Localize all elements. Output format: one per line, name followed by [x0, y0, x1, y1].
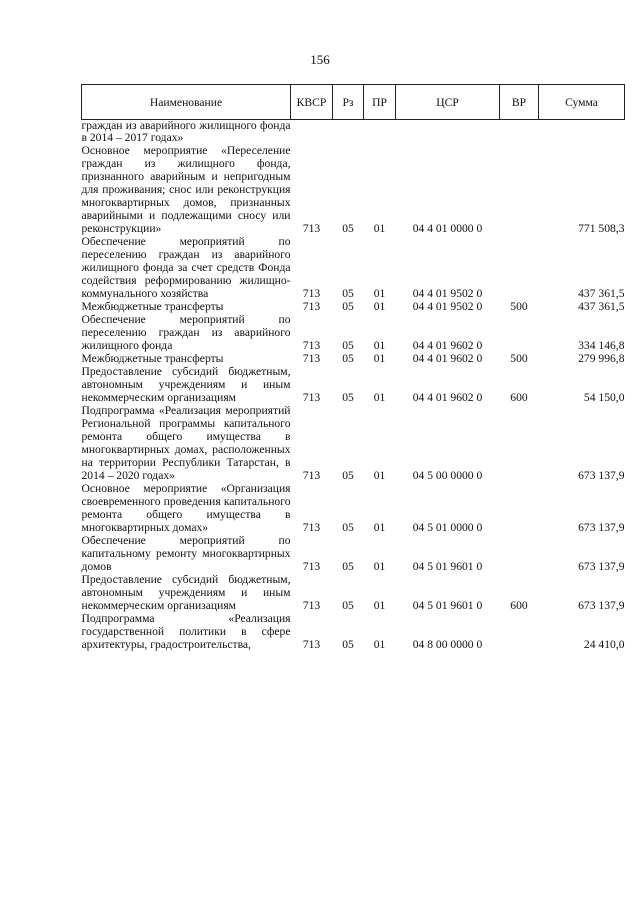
- row-pr: 01: [373, 638, 386, 651]
- row-rz: 05: [342, 287, 354, 300]
- row-name: Подпрограмма «Реализация мероприятий Региональной программы капитального ремонта общего имущества в многоквартирных домах, расположенных на территории Республики Татарстан, в 2014 – 2020 годах»: [81, 404, 291, 482]
- row-name: Подпрограмма «Реализация государственной политики в сфере архитектуры, градостроительства,: [81, 612, 291, 651]
- row-pr: 01: [373, 339, 386, 352]
- row-vr: [500, 120, 539, 145]
- row-csr: 04 4 01 0000 0: [412, 222, 483, 235]
- row-vr: [500, 235, 539, 300]
- row-pr: 01: [373, 521, 386, 534]
- row-kvsr: 713: [302, 300, 321, 313]
- row-csr: [396, 120, 500, 145]
- row-sum: 673 137,9: [578, 599, 625, 612]
- row-vr: [500, 612, 539, 651]
- row-name: Предоставление субсидий бюджетным, автономным учреждениям и иным некоммерческим организациям: [81, 573, 291, 612]
- header-rz: Рз: [333, 85, 364, 120]
- table-row: [82, 573, 625, 612]
- row-name: Основное мероприятие «Организация своевременного проведения капитального ремонта общего имущества в многоквартирных домах»: [81, 482, 291, 534]
- row-pr: 01: [373, 287, 386, 300]
- row-pr: 01: [373, 391, 386, 404]
- row-sum: 334 146,8: [578, 339, 625, 352]
- row-rz: 05: [342, 521, 354, 534]
- row-name: Обеспечение мероприятий по переселению граждан из аварийного жилищного фонда: [81, 313, 291, 352]
- row-rz: 05: [342, 560, 354, 573]
- row-csr: 04 5 01 0000 0: [412, 521, 483, 534]
- row-rz: [333, 120, 364, 145]
- table-row: [82, 352, 625, 365]
- row-pr: [364, 120, 396, 145]
- row-kvsr: 713: [302, 222, 321, 235]
- table-row: [82, 534, 625, 573]
- row-rz: 05: [342, 469, 354, 482]
- row-rz: 05: [342, 300, 354, 313]
- table-row: [82, 404, 625, 482]
- page-number: 156: [310, 52, 330, 67]
- header-name: Наименование: [82, 85, 291, 120]
- row-vr: 600: [510, 599, 528, 612]
- row-pr: 01: [373, 352, 386, 365]
- header-kvsr: КВСР: [291, 85, 333, 120]
- table-row: [82, 612, 625, 651]
- row-csr: 04 4 01 9602 0: [412, 339, 483, 352]
- row-sum: 24 410,0: [583, 638, 625, 651]
- row-kvsr: 713: [302, 469, 321, 482]
- row-rz: 05: [342, 352, 354, 365]
- row-csr: 04 5 01 9601 0: [412, 560, 483, 573]
- row-kvsr: 713: [302, 560, 321, 573]
- row-name: Межбюджетные трансферты: [81, 300, 224, 313]
- row-kvsr: [291, 120, 333, 145]
- row-rz: 05: [342, 339, 354, 352]
- header-vr: ВР: [500, 85, 539, 120]
- row-kvsr: 713: [302, 339, 321, 352]
- row-csr: 04 4 01 9602 0: [412, 352, 483, 365]
- row-csr: 04 4 01 9502 0: [412, 287, 483, 300]
- table-row: [82, 144, 625, 235]
- row-vr: [500, 482, 539, 534]
- row-csr: 04 5 00 0000 0: [412, 469, 483, 482]
- table-row: [82, 482, 625, 534]
- row-rz: 05: [342, 599, 354, 612]
- header-csr: ЦСР: [396, 85, 500, 120]
- row-name: Предоставление субсидий бюджетным, автономным учреждениям и иным некоммерческим организациям: [81, 365, 291, 404]
- row-csr: 04 4 01 9502 0: [412, 300, 483, 313]
- row-rz: 05: [342, 638, 354, 651]
- row-pr: 01: [373, 222, 386, 235]
- row-vr: 500: [510, 300, 528, 313]
- header-pr: ПР: [364, 85, 396, 120]
- row-vr: [500, 534, 539, 573]
- row-kvsr: 713: [302, 391, 321, 404]
- header-sum: Сумма: [539, 85, 625, 120]
- row-name: Основное мероприятие «Переселение граждан из жилищного фонда, признанного аварийным и непригодным для проживания; снос или реконструкция многоквартирных домов, признанных аварийными и подлежащими сносу или реконструкции»: [81, 144, 291, 235]
- row-rz: 05: [342, 222, 354, 235]
- row-vr: 600: [510, 391, 528, 404]
- row-kvsr: 713: [302, 352, 321, 365]
- row-pr: 01: [373, 300, 386, 313]
- table-row: [82, 300, 625, 313]
- row-kvsr: 713: [302, 599, 321, 612]
- row-sum: 673 137,9: [578, 469, 625, 482]
- table-row: [82, 235, 625, 300]
- row-kvsr: 713: [302, 287, 321, 300]
- row-rz: 05: [342, 391, 354, 404]
- row-sum: 771 508,3: [578, 222, 625, 235]
- row-sum: 673 137,9: [578, 560, 625, 573]
- row-kvsr: 713: [302, 638, 321, 651]
- row-sum: 437 361,5: [578, 300, 625, 313]
- row-name: граждан из аварийного жилищного фонда в 2014 – 2017 годах»: [81, 119, 291, 144]
- row-sum: 673 137,9: [578, 521, 625, 534]
- row-kvsr: 713: [302, 521, 321, 534]
- table-row: [82, 365, 625, 404]
- row-csr: 04 8 00 0000 0: [412, 638, 483, 651]
- row-vr: [500, 404, 539, 482]
- row-vr: [500, 144, 539, 235]
- budget-table: [81, 84, 625, 651]
- row-sum: 437 361,5: [578, 287, 625, 300]
- row-pr: 01: [373, 560, 386, 573]
- row-sum: [539, 120, 625, 145]
- row-vr: [500, 313, 539, 352]
- row-sum: 54 150,0: [583, 391, 625, 404]
- row-name: Межбюджетные трансферты: [81, 352, 224, 365]
- row-csr: 04 5 01 9601 0: [412, 599, 483, 612]
- row-csr: 04 4 01 9602 0: [412, 391, 483, 404]
- row-sum: 279 996,8: [578, 352, 625, 365]
- row-name: Обеспечение мероприятий по капитальному ремонту многоквартирных домов: [81, 534, 291, 573]
- row-vr: 500: [510, 352, 528, 365]
- row-pr: 01: [373, 599, 386, 612]
- table-row: [82, 120, 625, 145]
- row-name: Обеспечение мероприятий по переселению граждан из аварийного жилищного фонда за счет средств Фонда содействия реформированию жилищно-коммунального хозяйства: [81, 235, 291, 300]
- table-header-row: [82, 85, 625, 120]
- row-pr: 01: [373, 469, 386, 482]
- table-row: [82, 313, 625, 352]
